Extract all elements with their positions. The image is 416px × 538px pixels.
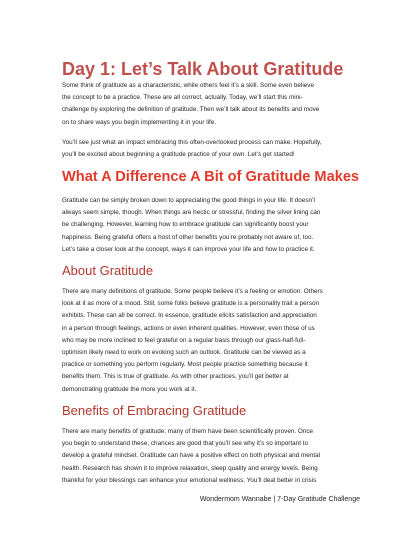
text-line: Gratitude can be simply broken down to appreciating the good things in your life. It doesn’t: [62, 197, 316, 204]
about-paragraph: [62, 286, 362, 396]
text-line: demonstrating gratitude the more you work at it.: [62, 385, 197, 393]
text-line: exhibits. These can all be correct. In essence, gratitude elicits satisfaction and appreciation: [62, 312, 317, 320]
section-heading-benefits: Benefits of Embracing Gratitude: [62, 403, 247, 418]
text-line: who may be more inclined to feel grateful on a regular basis through our glass-half-full-: [62, 336, 306, 344]
text-line: be challenging. However, learning how to embrace gratitude can significantly boost your: [62, 221, 309, 229]
text-line: in a person through feelings, actions or even inherent qualities. However, even those of us: [62, 324, 315, 332]
text-line: thankful for your blessings can enhance your emotional wellness. You’ll deal better in crisis: [62, 476, 317, 484]
text-line: look at it as more of a mood. Still, some folks believe gratitude is a personality trait a person: [62, 300, 320, 308]
text-line: optimism likely need to work on evoking such an outlook. Gratitude can be viewed as a: [62, 349, 306, 357]
text-line: health. Research has shown it to improve relaxation, sleep quality and energy levels. Being: [62, 464, 318, 472]
text-line: on to share ways you begin implementing it in your life.: [62, 118, 217, 126]
text-line: challenge by exploring the definition of gratitude. Then we’ll talk about its benefits and move: [62, 106, 320, 114]
text-line: always seem simple, though. When things are hectic or stressful, finding the silver lining can: [62, 209, 321, 217]
text-line: benefits them. This is true of gratitude. As with other practices, you’ll get better at: [62, 373, 289, 381]
section-heading-difference: What A Difference A Bit of Gratitude Makes: [62, 169, 360, 185]
intro-paragraph-2: [62, 137, 362, 161]
text-line: you’ll be excited about beginning a gratitude practice of your own. Let’s get started!: [62, 151, 295, 159]
text-line: Some think of gratitude as a characteristic, while others feel it’s a skill. Some even believe: [62, 82, 314, 89]
text-line: you begin to understand these, chances are good that you’ll see why it’s so important to: [62, 440, 309, 448]
text-line: There are many benefits of gratitude; many of them have been scientifically proven. Once: [62, 428, 314, 435]
text-line: the concept to be a practice. These are all correct, actually. Today, we’ll start this mini-: [62, 94, 303, 102]
intro-paragraph-1: [62, 80, 362, 129]
text-line: practice or something you perform regularly. Most people practice something because it: [62, 361, 308, 369]
text-line: develop a grateful mindset. Gratitude can have a positive effect on both physical and mental: [62, 452, 321, 460]
page-footer: Wondermom Wannabe | 7-Day Gratitude Challenge: [199, 496, 360, 503]
text-line: happiness. Being grateful offers a host of other benefits you’re probably not aware of, too.: [62, 233, 314, 241]
text-line: There are many definitions of gratitude. Some people believe it’s a feeling or emotion. Others: [62, 288, 323, 295]
difference-paragraph: [62, 195, 362, 256]
page-title: Day 1: Let’s Talk About Gratitude: [62, 59, 344, 79]
text-line: Let’s take a closer look at the concept, ways it can improve your life and how to practice it.: [62, 245, 315, 253]
benefits-paragraph: [62, 426, 362, 487]
section-heading-about: About Gratitude: [62, 263, 154, 278]
text-line: You’ll see just what an impact embracing this often-overlooked process can make. Hopefully,: [62, 139, 322, 146]
